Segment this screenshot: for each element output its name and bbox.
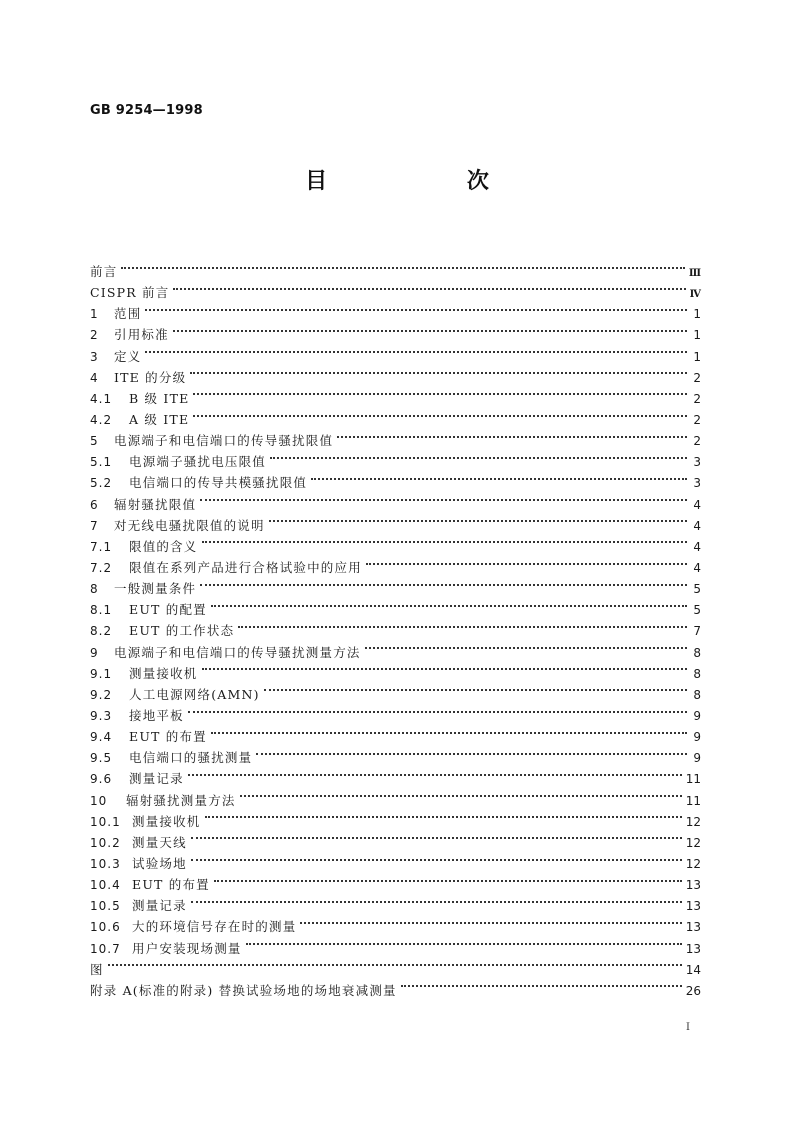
standard-code: GB 9254—1998: [90, 103, 203, 118]
toc-entry-number: 10.7: [90, 941, 121, 956]
toc-entry-number: 9.3: [90, 708, 113, 723]
toc-entry-title: 附录 A(标准的附录) 替换试验场地的场地衰减测量: [90, 982, 397, 998]
toc-entry[interactable]: [90, 790, 701, 811]
toc-dot-leader: [300, 922, 681, 924]
toc-entry-number: 7.2: [90, 560, 113, 575]
toc-entry[interactable]: [90, 346, 701, 367]
toc-entry-title: EUT 的布置: [132, 877, 210, 893]
toc-entry-title: A 级 ITE: [129, 411, 190, 427]
toc-entry[interactable]: [90, 663, 701, 684]
toc-entry-number: 4.2: [90, 412, 113, 427]
toc-entry-title: 测量接收机: [132, 813, 201, 829]
toc-entry[interactable]: [90, 916, 701, 937]
toc-entry-page: 13: [685, 920, 701, 935]
toc-entry-title: 范围: [114, 306, 142, 322]
toc-entry-number: 10: [90, 793, 108, 808]
toc-entry[interactable]: [90, 578, 701, 599]
toc-entry-page: 1: [693, 349, 701, 364]
toc-entry[interactable]: [90, 895, 701, 916]
toc-entry-page: 2: [693, 434, 701, 449]
toc-entry[interactable]: [90, 282, 701, 303]
toc-entry-number: 8: [90, 582, 99, 597]
toc-entry-page: 4: [693, 518, 701, 533]
toc-entry-number: 9.2: [90, 687, 113, 702]
toc-entry-number: 5: [90, 434, 99, 449]
toc-entry-page: 8: [693, 645, 701, 660]
toc-entry[interactable]: [90, 705, 701, 726]
toc-dot-leader: [188, 711, 687, 713]
toc-entry[interactable]: [90, 557, 701, 578]
toc-entry-number: 6: [90, 497, 99, 512]
toc-entry-page: 4: [693, 539, 701, 554]
toc-dot-leader: [246, 943, 682, 945]
toc-entry-number: 10.6: [90, 920, 121, 935]
toc-entry-page: 13: [685, 878, 701, 893]
toc-dot-leader: [193, 393, 687, 395]
toc-entry[interactable]: [90, 642, 701, 663]
toc-entry-title: 大的环境信号存在时的测量: [132, 919, 297, 935]
toc-entry[interactable]: [90, 472, 701, 493]
toc-entry-number: 9: [90, 645, 99, 660]
toc-entry[interactable]: [90, 726, 701, 747]
toc-dot-leader: [365, 647, 687, 649]
toc-entry-page: 8: [693, 666, 701, 681]
toc-dot-leader: [211, 732, 687, 734]
toc-entry-title: 对无线电骚扰限值的说明: [114, 517, 265, 533]
toc-entry-title: 电源端子骚扰电压限值: [129, 454, 267, 470]
toc-entry-title: 限值在系列产品进行合格试验中的应用: [129, 559, 362, 575]
toc-entry-title: 图: [90, 961, 104, 977]
toc-entry-page: 4: [693, 497, 701, 512]
toc-entry-page: 5: [693, 582, 701, 597]
toc-entry[interactable]: [90, 811, 701, 832]
toc-entry-page: 1: [693, 328, 701, 343]
toc-entry[interactable]: [90, 261, 701, 282]
toc-entry[interactable]: [90, 747, 701, 768]
toc-entry-title: EUT 的工作状态: [129, 623, 235, 639]
toc-entry-page: 4: [693, 560, 701, 575]
toc-entry-number: 10.2: [90, 835, 121, 850]
toc-entry[interactable]: [90, 324, 701, 345]
toc-dot-leader: [214, 880, 682, 882]
toc-entry[interactable]: [90, 768, 701, 789]
toc-dot-leader: [270, 457, 687, 459]
toc-entry-number: 9.6: [90, 772, 113, 787]
toc-dot-leader: [202, 668, 687, 670]
toc-entry-title: 电源端子和电信端口的传导骚扰限值: [114, 433, 334, 449]
toc-entry-title: 测量记录: [129, 771, 184, 787]
toc-entry-number: 5.2: [90, 476, 113, 491]
toc-entry-title: 电源端子和电信端口的传导骚扰测量方法: [114, 644, 361, 660]
toc-dot-leader: [200, 499, 687, 501]
toc-entry-page: 2: [693, 391, 701, 406]
toc-entry-number: 10.4: [90, 878, 121, 893]
toc-entry[interactable]: [90, 938, 701, 959]
toc-entry-page: 3: [693, 455, 701, 470]
toc-dot-leader: [264, 689, 687, 691]
toc-entry[interactable]: [90, 367, 701, 388]
toc-entry[interactable]: [90, 494, 701, 515]
toc-dot-leader: [202, 541, 687, 543]
toc-entry-page: 8: [693, 687, 701, 702]
toc-dot-leader: [240, 795, 682, 797]
toc-dot-leader: [366, 563, 687, 565]
toc-entry-page: 1: [693, 307, 701, 322]
toc-entry[interactable]: [90, 832, 701, 853]
toc-entry-title: 前言: [90, 264, 118, 279]
toc-entry-title: 辐射骚扰限值: [114, 496, 197, 512]
toc-entry-title: EUT 的布置: [129, 729, 207, 745]
toc-entry-title: 辐射骚扰测量方法: [126, 792, 236, 808]
toc-dot-leader: [191, 837, 682, 839]
toc-entry-page: 13: [685, 941, 701, 956]
toc-entry[interactable]: [90, 388, 701, 409]
toc-dot-leader: [173, 330, 687, 332]
toc-entry-number: 4.1: [90, 391, 113, 406]
toc-entry[interactable]: [90, 451, 701, 472]
toc-entry-title: 人工电源网络(AMN): [129, 686, 260, 702]
toc-entry-number: 4: [90, 370, 99, 385]
toc-entry-title: ITE 的分级: [114, 369, 187, 385]
toc-entry-page: Ⅳ: [689, 289, 701, 301]
toc-entry-page: 2: [693, 370, 701, 385]
toc-entry-title: 电信端口的骚扰测量: [129, 750, 253, 766]
toc-entry[interactable]: [90, 980, 701, 1001]
toc-dot-leader: [121, 267, 684, 269]
toc-entry-page: 13: [685, 899, 701, 914]
toc-entry-number: 10.5: [90, 899, 121, 914]
toc-entry[interactable]: [90, 430, 701, 451]
toc-entry-title: 接地平板: [129, 707, 184, 723]
toc-entry[interactable]: [90, 959, 701, 980]
toc-entry-page: Ⅲ: [688, 268, 701, 279]
toc-entry-page: 12: [685, 835, 701, 850]
toc-entry-title: 一般测量条件: [114, 581, 197, 597]
toc-entry-title: 电信端口的传导共模骚扰限值: [129, 475, 308, 491]
toc-entry-number: 8.1: [90, 603, 113, 618]
toc-entry-title: 限值的含义: [129, 538, 198, 554]
toc-entry-number: 10.3: [90, 856, 121, 871]
toc-entry-number: 8.2: [90, 624, 113, 639]
toc-dot-leader: [173, 288, 685, 290]
toc-entry-page: 9: [693, 751, 701, 766]
toc-dot-leader: [188, 774, 682, 776]
toc-entry-page: 12: [685, 814, 701, 829]
toc-dot-leader: [337, 436, 687, 438]
toc-dot-leader: [200, 584, 687, 586]
toc-entry-title: EUT 的配置: [129, 602, 207, 618]
toc-entry-number: 9.1: [90, 666, 113, 681]
toc-entry-title: B 级 ITE: [129, 390, 190, 406]
toc-dot-leader: [211, 605, 687, 607]
toc-entry-number: 9.5: [90, 751, 113, 766]
toc-dot-leader: [191, 901, 682, 903]
toc-entry-page: 14: [685, 962, 701, 977]
toc-entry-number: 3: [90, 349, 99, 364]
toc-dot-leader: [269, 520, 687, 522]
toc-entry[interactable]: [90, 536, 701, 557]
toc-dot-leader: [191, 859, 682, 861]
toc-dot-leader: [145, 309, 687, 311]
toc-dot-leader: [108, 964, 682, 966]
toc-entry-page: 11: [685, 772, 701, 787]
toc-dot-leader: [193, 415, 687, 417]
toc-dot-leader: [190, 372, 687, 374]
toc-entry-title: 试验场地: [132, 855, 187, 871]
page-title: 目 次: [305, 169, 555, 194]
toc-entry-title: 引用标准: [114, 327, 169, 343]
toc-entry-title: 测量天线: [132, 834, 187, 850]
toc-entry[interactable]: [90, 303, 701, 324]
toc-dot-leader: [401, 985, 682, 987]
toc-entry[interactable]: [90, 409, 701, 430]
toc-entry-page: 11: [685, 793, 701, 808]
toc-dot-leader: [311, 478, 687, 480]
toc-entry-page: 2: [693, 412, 701, 427]
toc-entry[interactable]: [90, 874, 701, 895]
page-number: I: [686, 1022, 690, 1033]
toc-dot-leader: [238, 626, 687, 628]
toc-entry-page: 9: [693, 708, 701, 723]
toc-entry[interactable]: [90, 620, 701, 641]
toc-entry-page: 5: [693, 603, 701, 618]
toc-entry-page: 12: [685, 856, 701, 871]
toc-entry-title: 测量记录: [132, 898, 187, 914]
toc-entry-number: 9.4: [90, 730, 113, 745]
toc-dot-leader: [145, 351, 687, 353]
toc-entry[interactable]: [90, 599, 701, 620]
toc-entry-number: 7.1: [90, 539, 113, 554]
table-of-contents: [90, 261, 701, 1001]
toc-entry-title: 测量接收机: [129, 665, 198, 681]
toc-entry[interactable]: [90, 853, 701, 874]
toc-entry-page: 3: [693, 476, 701, 491]
toc-entry-title: CISPR 前言: [90, 285, 170, 301]
toc-dot-leader: [205, 816, 682, 818]
toc-dot-leader: [256, 753, 687, 755]
toc-entry-page: 9: [693, 730, 701, 745]
toc-entry-page: 26: [685, 983, 701, 998]
toc-entry-title: 用户安装现场测量: [132, 940, 242, 956]
toc-entry-number: 7: [90, 518, 99, 533]
toc-entry[interactable]: [90, 515, 701, 536]
toc-entry-number: 5.1: [90, 455, 113, 470]
toc-entry-number: 2: [90, 328, 99, 343]
toc-entry-number: 1: [90, 307, 99, 322]
toc-entry-page: 7: [693, 624, 701, 639]
toc-entry-title: 定义: [114, 348, 142, 364]
toc-entry[interactable]: [90, 684, 701, 705]
toc-entry-number: 10.1: [90, 814, 121, 829]
